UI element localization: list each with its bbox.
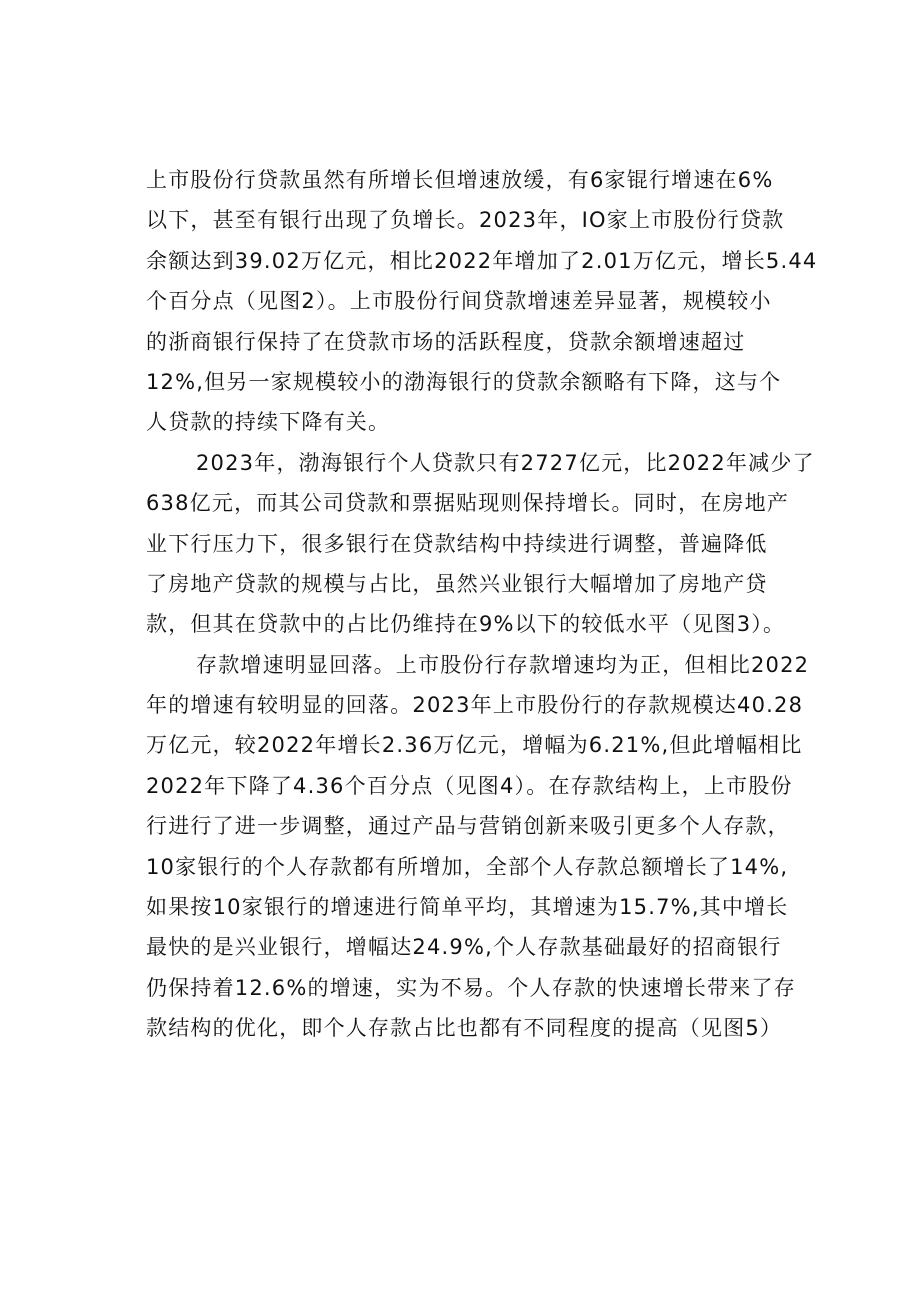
text-line: 如果按10家银行的增速进行简单平均，其增速为15.7%,其中增长 (146, 895, 789, 920)
paragraph-deposits (146, 645, 810, 1049)
paragraph-loans (146, 160, 818, 443)
text-line: 以下，甚至有银行出现了负增长。2023年，IO家上市股份行贷款 (146, 208, 785, 233)
text-line: 存款增速明显回落。上市股份行存款增速均为正，但相比2022 (196, 652, 810, 677)
text-line: 个百分点（见图2）。上市股份行间贷款增速差异显著，规模较小 (146, 289, 772, 314)
text-line: 了房地产贷款的规模与占比，虽然兴业银行大幅增加了房地产贷 (146, 571, 768, 596)
text-line: 业下行压力下，很多银行在贷款结构中持续进行调整，普遍降低 (146, 531, 768, 556)
text-line: 行进行了进一步调整，通过产品与营销创新来吸引更多个人存款， (146, 814, 790, 839)
text-line: 款结构的优化，即个人存款占比也都有不同程度的提高（见图5） (146, 1016, 783, 1041)
text-line: 年的增速有较明显的回落。2023年上市股份行的存款规模达40.28 (146, 693, 804, 718)
paragraph-bohai (146, 443, 815, 645)
document-page (146, 160, 818, 1049)
text-line: 638亿元，而其公司贷款和票据贴现则保持增长。同时，在房地产 (146, 491, 790, 516)
text-line: 款，但其在贷款中的占比仍维持在9%以下的较低水平（见图3）。 (146, 612, 786, 637)
text-line: 万亿元，较2022年增长2.36万亿元，增幅为6.21%,但此增幅相比 (146, 733, 803, 758)
text-line: 的浙商银行保持了在贷款市场的活跃程度，贷款余额增速超过 (146, 329, 746, 354)
text-line: 10家银行的个人存款都有所增加，全部个人存款总额增长了14%, (146, 854, 789, 879)
text-line: 2022年下降了4.36个百分点（见图4）。在存款结构上，上市股份 (146, 773, 793, 798)
text-line: 上市股份行贷款虽然有所增长但增速放缓，有6家锟行增速在6% (146, 168, 774, 192)
text-line: 余额达到39.02万亿元，相比2022年增加了2.01万亿元，增长5.44 (146, 248, 818, 273)
text-line: 2023年，渤海银行个人贷款只有2727亿元，比2022年减少了 (196, 450, 815, 475)
text-line: 人贷款的持续下降有关。 (146, 410, 391, 435)
text-line: 12%,但另一家规模较小的渤海银行的贷款余额略有下降，这与个 (146, 369, 782, 394)
text-line: 仍保持着12.6%的增速，实为不易。个人存款的快速增长带来了存 (146, 975, 796, 1000)
text-line: 最快的是兴业银行，增幅达24.9%,个人存款基础最好的招商银行 (146, 935, 782, 960)
